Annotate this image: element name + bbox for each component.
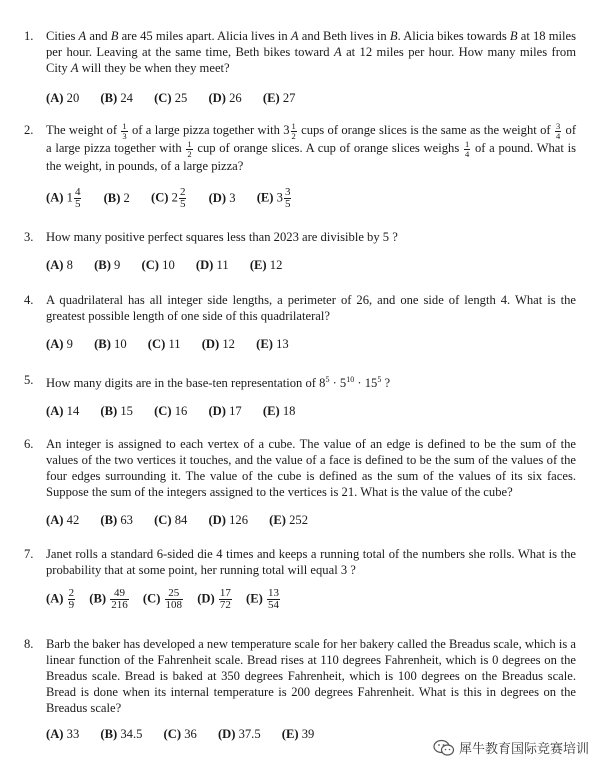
choice-b: (B) 15 [100,404,133,419]
answer-choices [24,403,576,419]
answer-choices [24,187,576,210]
choice-a: (A) 42 [46,513,80,527]
problem-stem: 2. The weight of $\frac{1}{3}$ of a large pizza together with 3 $\frac{1}{2}$ cups of orange slices is the same as the weight of $\frac{3}{4}$ of a large pizza together with $\frac{1}{2}$ cup of orange slices. A cup of orange slices weighs $\frac{1}{4}$ of a pound. What is the weight, in pounds, of a large pizza? [24,121,577,174]
choice-d: (D) 17 [208,404,242,419]
problem-4 [24,292,576,352]
watermark [429,736,593,759]
fraction: $\frac{1}{3}$ [122,121,127,141]
problem-stem: 1. Cities A and B are 45 miles apart. Alicia lives in A and Beth lives in B. Alicia bikes towards B at 18 miles per hour. Leaving at the same time, Beth bikes toward A at 12 miles per hour. How many miles from City A will they be when they meet? [24,29,576,75]
problem-stem: 3. How many positive perfect squares less than 2023 are divisible by 5 ? [24,230,398,244]
choice-a: (A) 33 [46,727,80,741]
choice-e: (E) 39 [281,727,315,741]
choice-c: (C) 16 [154,404,188,419]
problem-number: 8. [24,637,34,651]
choice-a: (A) 1 $\frac{4}{5}$ [46,186,81,211]
problem-3 [24,229,576,273]
fraction: $\frac{1}{2}$ [187,139,192,159]
choice-a: (A) 14 [46,404,80,419]
choice-c: (C) 36 [163,727,197,741]
choice-e: (E) 252 [269,513,309,527]
problem-5 [24,372,576,419]
choice-b: (B) $\frac{49}{216}$ [89,587,128,611]
choice-d: (D) 12 [201,337,235,351]
problem-stem: 4. A quadrilateral has all integer side lengths, a perimeter of 26, and one side of length 4. What is the greatest possible length of one side of this quadrilateral? [24,293,576,323]
choice-b: (B) 10 [94,337,127,351]
fraction: $\frac{1}{4}$ [464,139,470,159]
problem-2 [24,122,576,210]
wechat-icon [433,739,455,757]
choice-c: (C) 84 [154,513,188,527]
choice-e: (E) 3 $\frac{3}{5}$ [256,186,291,211]
problem-number: 3. [24,230,34,244]
answer-choices [24,257,576,273]
choice-e: (E) 18 [262,404,296,419]
choice-b: (B) 24 [100,91,133,105]
problem-number: 2. [24,123,34,137]
fraction: $\frac{1}{2}$ [291,121,296,141]
problem-stem: 7. Janet rolls a standard 6-sided die 4 times and keeps a running total of the numbers she rolls. What is the probability that at some point, her running total will equal 3 ? [24,547,576,577]
choice-d: (D) 37.5 [217,727,261,741]
problem-stem: 5. How many digits are in the base-ten representation of $8^5 \cdot 5^{10} \cdot 15^5$ ? [24,373,391,391]
choice-a: (A) 20 [46,91,80,105]
problem-8 [24,636,576,742]
problem-6 [24,436,576,528]
choice-d: (D) 3 [208,190,236,205]
choice-b: (B) 63 [100,513,133,527]
choice-d: (D) 126 [208,513,249,527]
fraction: $\frac{3}{4}$ [555,121,561,141]
choice-c: (C) 25 [154,91,188,105]
choice-e: (E) 27 [262,91,296,105]
answer-choices [24,512,576,528]
problem-number: 5. [24,373,34,387]
choice-c: (C) 10 [141,258,175,272]
choice-e: (E) 12 [249,258,283,272]
problem-number: 1. [24,29,34,43]
choice-b: (B) 34.5 [100,727,143,741]
watermark-text: 犀牛教育国际竞赛培训 [458,742,589,757]
answer-choices [24,588,576,611]
choice-a: (A) 8 [46,258,73,272]
choice-d: (D) 11 [195,258,229,272]
choice-c: (C) $\frac{25}{108}$ [142,587,183,611]
answer-choices [24,336,576,352]
choice-c: (C) 11 [147,337,181,351]
problem-1 [24,28,576,106]
choice-b: (B) 2 [103,190,130,205]
problem-stem: 6. An integer is assigned to each vertex of a cube. The value of an edge is defined to be the sum of the values of the two vertices it touches, and the value of a face is defined to be the sum of the values of the four edges surrounding it. The value of the cube is defined as the sum of the values of its six faces. Suppose the sum of the integers assigned to the vertices is 21. What is the value of the cube? [24,437,576,499]
problem-stem: 8. Barb the baker has developed a new temperature scale for her bakery called the Breadus scale, which is a linear function of the Fahrenheit scale. Bread rises at 110 degrees Fahrenheit, which is 0 degrees on the Breadus scale. Bread is baked at 350 degrees Fahrenheit, which is 100 degrees on the Breadus scale. Bread is done when its internal temperature is 200 degrees Fahrenheit. What is this in degrees on the Breadus scale? [24,637,576,715]
problem-number: 7. [24,547,34,561]
choice-c: (C) 2 $\frac{2}{5}$ [151,186,186,211]
choice-d: (D) 26 [208,91,242,105]
choice-a: (A) 9 [46,337,73,351]
choice-d: (D) $\frac{17}{72}$ [197,587,231,611]
answer-choices [24,90,576,106]
choice-a: (A) $\frac{2}{9}$ [46,587,75,611]
problem-number: 4. [24,293,34,307]
choice-e: (E) $\frac{13}{54}$ [246,587,279,611]
choice-e: (E) 13 [256,337,289,351]
choice-b: (B) 9 [94,258,121,272]
problem-number: 6. [24,437,34,451]
problem-7 [24,546,576,611]
